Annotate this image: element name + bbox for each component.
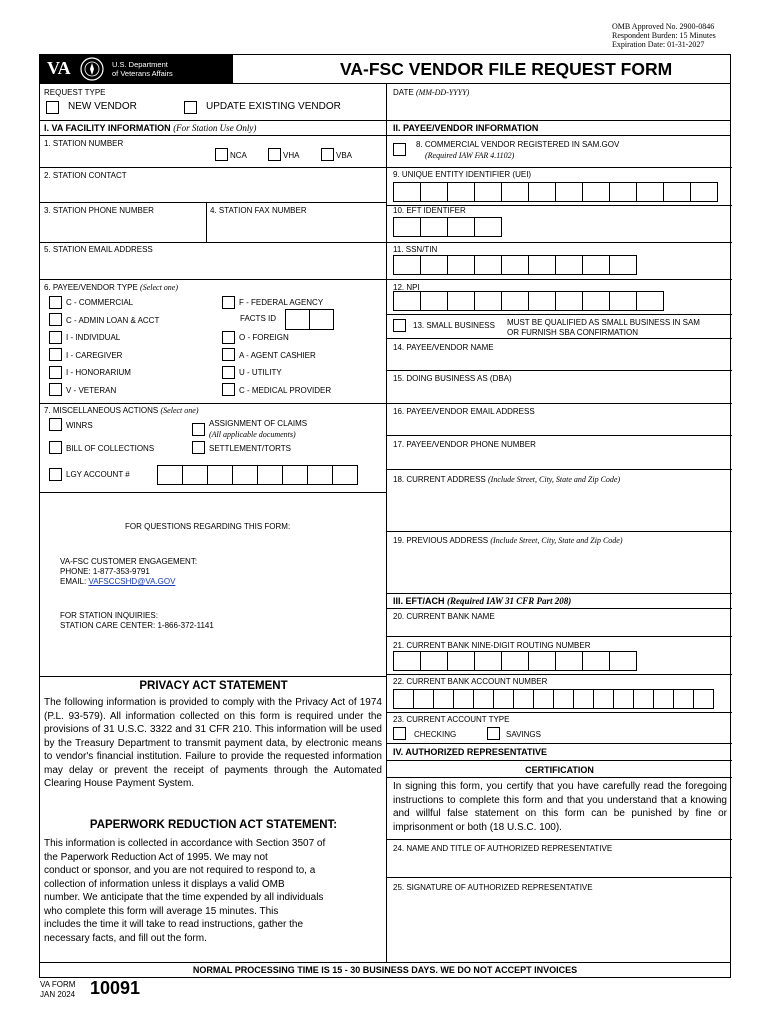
digit-cell[interactable] (393, 291, 421, 311)
date-format: (MM-DD-YYYY) (415, 88, 470, 97)
type-utility-checkbox[interactable] (222, 366, 235, 379)
sam-registered-label: 8. COMMERCIAL VENDOR REGISTERED IN SAM.GOV (416, 140, 620, 149)
type-medical-checkbox[interactable] (222, 383, 235, 396)
digit-cell[interactable] (582, 182, 610, 202)
rep-signature-field[interactable]: 25. SIGNATURE OF AUTHORIZED REPRESENTATIVE (393, 883, 593, 892)
facts-id-label: FACTS ID (240, 314, 277, 323)
rule (387, 839, 732, 840)
vendor-name-field[interactable]: 14. PAYEE/VENDOR NAME (393, 343, 494, 352)
digit-cell[interactable] (393, 182, 421, 202)
digit-cell[interactable] (393, 651, 421, 671)
digit-cell[interactable] (393, 689, 414, 709)
form-title: VA-FSC VENDOR FILE REQUEST FORM (340, 59, 673, 79)
npi-input[interactable] (393, 291, 663, 311)
type-admin-loan-checkbox[interactable] (49, 313, 62, 326)
customer-engagement-label: VA-FSC CUSTOMER ENGAGEMENT: (60, 557, 198, 566)
questions-heading: FOR QUESTIONS REGARDING THIS FORM: (125, 522, 291, 531)
rule (387, 877, 732, 878)
privacy-title: PRIVACY ACT STATEMENT (139, 680, 288, 692)
new-vendor-label: NEW VENDOR (68, 101, 137, 112)
update-vendor-label: UPDATE EXISTING VENDOR (206, 101, 341, 112)
digit-cell[interactable] (285, 309, 310, 330)
nca-checkbox[interactable] (215, 148, 228, 161)
type-veteran-checkbox[interactable] (49, 383, 62, 396)
rule (387, 279, 732, 280)
digit-cell[interactable] (420, 217, 448, 237)
digit-cell[interactable] (307, 465, 333, 485)
digit-cell[interactable] (555, 255, 583, 275)
type-foreign-checkbox[interactable] (222, 331, 235, 344)
type-federal-checkbox[interactable] (222, 296, 235, 309)
section4-title: IV. AUTHORIZED REPRESENTATIVE (393, 747, 548, 757)
type-label: C - ADMIN LOAN & ACCT (66, 316, 160, 325)
rule (387, 608, 732, 609)
rule (40, 83, 730, 84)
rule (387, 167, 732, 168)
rep-name-field[interactable]: 24. NAME AND TITLE OF AUTHORIZED REPRESENTATIVE (393, 844, 613, 853)
vendor-type-label: 6. PAYEE/VENDOR TYPE (Select one) (44, 283, 179, 292)
digit-cell[interactable] (653, 689, 674, 709)
digit-cell[interactable] (528, 255, 556, 275)
station-fax-field[interactable]: 4. STATION FAX NUMBER (210, 206, 307, 215)
small-business-note-2: OR FURNISH SBA CONFIRMATION (507, 328, 638, 337)
small-business-checkbox[interactable] (393, 319, 406, 332)
vendor-email-field[interactable]: 16. PAYEE/VENDOR EMAIL ADDRESS (393, 407, 535, 416)
digit-cell[interactable] (420, 291, 448, 311)
ssn-tin-input[interactable] (393, 255, 636, 275)
rule (387, 760, 732, 761)
type-label: C - COMMERCIAL (66, 298, 134, 307)
rule (40, 167, 387, 168)
digit-cell[interactable] (501, 651, 529, 671)
digit-cell[interactable] (232, 465, 258, 485)
digit-cell[interactable] (673, 689, 694, 709)
account-number-input[interactable] (393, 689, 713, 709)
rule (387, 435, 732, 436)
rule (387, 743, 732, 744)
digit-cell[interactable] (555, 291, 583, 311)
digit-cell[interactable] (636, 182, 664, 202)
type-label: I - CAREGIVER (66, 351, 123, 360)
form-date: JAN 2024 (40, 990, 76, 999)
digit-cell[interactable] (474, 291, 502, 311)
digit-cell[interactable] (528, 182, 556, 202)
digit-cell[interactable] (447, 291, 475, 311)
request-type-label: REQUEST TYPE (44, 88, 106, 97)
digit-cell[interactable] (501, 182, 529, 202)
digit-cell[interactable] (690, 182, 718, 202)
digit-cell[interactable] (533, 689, 554, 709)
date-field[interactable] (393, 88, 469, 98)
type-label: I - HONORARIUM (66, 368, 131, 377)
rule (40, 962, 730, 963)
assignment-label: ASSIGNMENT OF CLAIMS (209, 419, 308, 428)
rule (387, 531, 732, 532)
customer-email-link[interactable]: VAFSCCSHD@VA.GOV (88, 577, 176, 586)
digit-cell[interactable] (528, 651, 556, 671)
facts-id-input[interactable] (285, 309, 333, 330)
misc-actions-label: 7. MISCELLANEOUS ACTIONS (Select one) (44, 406, 199, 415)
dba-field[interactable]: 15. DOING BUSINESS AS (DBA) (393, 374, 512, 383)
digit-cell[interactable] (474, 651, 502, 671)
eft-identifier-input[interactable] (393, 217, 501, 237)
rule (40, 202, 387, 203)
vendor-form (39, 54, 731, 978)
digit-cell[interactable] (501, 291, 529, 311)
digit-cell[interactable] (447, 255, 475, 275)
station-care-center: STATION CARE CENTER: 1-866-372-1141 (60, 621, 214, 630)
current-address-field[interactable]: 18. CURRENT ADDRESS (Include Street, City, State and Zip Code) (393, 475, 621, 484)
settlement-checkbox[interactable] (192, 441, 205, 454)
rule (40, 242, 387, 243)
type-honorarium-checkbox[interactable] (49, 366, 62, 379)
rule (206, 202, 207, 242)
vha-label: VHA (283, 151, 300, 160)
bill-checkbox[interactable] (49, 441, 62, 454)
type-label: I - INDIVIDUAL (66, 333, 121, 342)
digit-cell[interactable] (474, 217, 502, 237)
digit-cell[interactable] (447, 217, 475, 237)
digit-cell[interactable] (393, 255, 421, 275)
previous-address-field[interactable]: 19. PREVIOUS ADDRESS (Include Street, City, State and Zip Code) (393, 536, 623, 545)
rule (40, 492, 387, 493)
station-phone-field[interactable]: 3. STATION PHONE NUMBER (44, 206, 154, 215)
rule (387, 314, 732, 315)
rule (387, 242, 732, 243)
respondent-burden: Respondent Burden: 15 Minutes (612, 31, 716, 40)
bank-name-field[interactable]: 20. CURRENT BANK NAME (393, 612, 495, 621)
digit-cell[interactable] (393, 217, 421, 237)
digit-cell[interactable] (582, 291, 610, 311)
rule (387, 636, 732, 637)
sam-registered-checkbox[interactable] (393, 143, 406, 156)
settlement-label: SETTLEMENT/TORTS (209, 444, 291, 453)
rule (387, 338, 732, 339)
expiration-date: Expiration Date: 01-31-2027 (612, 40, 705, 49)
uei-input[interactable] (393, 182, 717, 202)
rule (387, 370, 732, 371)
processing-notice: NORMAL PROCESSING TIME IS 15 - 30 BUSINESS DAYS. WE DO NOT ACCEPT INVOICES (192, 965, 578, 975)
assignment-note: (All applicable documents) (209, 430, 296, 439)
digit-cell[interactable] (474, 255, 502, 275)
form-number: 10091 (90, 978, 141, 998)
digit-cell[interactable] (553, 689, 574, 709)
bill-label: BILL OF COLLECTIONS (66, 444, 155, 453)
vha-checkbox[interactable] (268, 148, 281, 161)
digit-cell[interactable] (636, 291, 664, 311)
new-vendor-checkbox[interactable] (46, 101, 59, 114)
digit-cell[interactable] (609, 291, 637, 311)
update-vendor-checkbox[interactable] (184, 101, 197, 114)
paperwork-text: This information is collected in accordance with Section 3507 of the Paperwork Reduction Act of 1995. We may not conduct or sponsor, and you are not required to respond to, a collection of information unless it displays a valid OMB number. We anticipate that the time expended by all individuals who complete this form will average 15 minutes. This includes the time it will take to read instructions, gather the necessary facts, and fill out the form. (44, 838, 326, 944)
digit-cell[interactable] (447, 182, 475, 202)
date-label: DATE (393, 88, 414, 97)
digit-cell[interactable] (309, 309, 334, 330)
digit-cell[interactable] (433, 689, 454, 709)
digit-cell[interactable] (473, 689, 494, 709)
winrs-label: WINRS (66, 421, 93, 430)
privacy-text: The following information is provided to comply with the Privacy Act of 1974 (P.L. 93-579). All information collected on this form is required under the provisions of 31 U.S.C. 3322 and 31 CFR 210. This information will be used by the Treasury Department to transmit payment data, by electronic means to vendor's financial institution. Failure to provide the requested information may delay or prevent the receipt of payments through the Automated Clearing House Payment System. (44, 697, 382, 789)
assignment-checkbox[interactable] (192, 423, 205, 436)
winrs-checkbox[interactable] (49, 418, 62, 431)
npi-label: 12. NPI (393, 283, 420, 292)
type-label: O - FOREIGN (239, 333, 289, 342)
digit-cell[interactable] (528, 291, 556, 311)
routing-number-input[interactable] (393, 651, 636, 671)
va-form-label: VA FORM (40, 980, 76, 989)
digit-cell[interactable] (420, 255, 448, 275)
routing-number-label: 21. CURRENT BANK NINE-DIGIT ROUTING NUMBER (393, 641, 591, 650)
ssn-tin-label: 11. SSN/TIN (393, 245, 438, 254)
digit-cell[interactable] (582, 651, 610, 671)
rule (40, 676, 387, 677)
type-label: C - MEDICAL PROVIDER (239, 386, 332, 395)
digit-cell[interactable] (420, 651, 448, 671)
station-contact-field[interactable]: 2. STATION CONTACT (44, 171, 127, 180)
type-label: F - FEDERAL AGENCY (239, 298, 324, 307)
digit-cell[interactable] (453, 689, 474, 709)
digit-cell[interactable] (609, 255, 637, 275)
vendor-phone-field[interactable]: 17. PAYEE/VENDOR PHONE NUMBER (393, 440, 536, 449)
type-caregiver-checkbox[interactable] (49, 348, 62, 361)
rule (387, 469, 732, 470)
account-type-label: 23. CURRENT ACCOUNT TYPE (393, 715, 510, 724)
va-dept-name: U.S. Department of Veterans Affairs (112, 60, 173, 78)
savings-checkbox[interactable] (487, 727, 500, 740)
sam-registered-note: (Required IAW FAR 4.1102) (425, 151, 515, 160)
column-divider (386, 83, 387, 963)
digit-cell[interactable] (555, 182, 583, 202)
rule (40, 403, 387, 404)
station-inquiries-label: FOR STATION INQUIRIES: (60, 611, 158, 620)
digit-cell[interactable] (157, 465, 183, 485)
type-individual-checkbox[interactable] (49, 331, 62, 344)
digit-cell[interactable] (609, 182, 637, 202)
type-label: U - UTILITY (239, 368, 282, 377)
rule (40, 120, 730, 121)
digit-cell[interactable] (493, 689, 514, 709)
digit-cell[interactable] (420, 182, 448, 202)
digit-cell[interactable] (282, 465, 308, 485)
digit-cell[interactable] (447, 651, 475, 671)
digit-cell[interactable] (633, 689, 654, 709)
digit-cell[interactable] (332, 465, 358, 485)
rule (387, 674, 732, 675)
va-logo-text: VA (47, 58, 71, 78)
station-number-label: 1. STATION NUMBER (44, 139, 124, 148)
section3-title: III. EFT/ACH (Required IAW 31 CFR Part 208) (393, 596, 572, 606)
digit-cell[interactable] (663, 182, 691, 202)
checking-checkbox[interactable] (393, 727, 406, 740)
digit-cell[interactable] (413, 689, 434, 709)
va-seal-icon (80, 57, 104, 81)
type-label: A - AGENT CASHIER (239, 351, 316, 360)
savings-label: SAVINGS (506, 730, 541, 739)
small-business-label: 13. SMALL BUSINESS (413, 321, 495, 330)
section1-title: I. VA FACILITY INFORMATION (For Station Use Only) (44, 123, 257, 133)
vba-checkbox[interactable] (321, 148, 334, 161)
digit-cell[interactable] (693, 689, 714, 709)
digit-cell[interactable] (513, 689, 534, 709)
type-agent-cashier-checkbox[interactable] (222, 348, 235, 361)
omb-block (612, 22, 716, 49)
eft-identifier-label: 10. EFT IDENTIFER (393, 206, 466, 215)
rule (387, 712, 732, 713)
certification-title: CERTIFICATION (525, 765, 594, 775)
digit-cell[interactable] (182, 465, 208, 485)
digit-cell[interactable] (257, 465, 283, 485)
lgy-account-input[interactable] (157, 465, 357, 485)
digit-cell[interactable] (613, 689, 634, 709)
rule (387, 593, 732, 594)
digit-cell[interactable] (609, 651, 637, 671)
small-business-note-1: MUST BE QUALIFIED AS SMALL BUSINESS IN SAM (507, 318, 700, 327)
va-logo (40, 55, 233, 83)
digit-cell[interactable] (582, 255, 610, 275)
lgy-checkbox[interactable] (49, 468, 62, 481)
type-commercial-checkbox[interactable] (49, 296, 62, 309)
rule (40, 135, 730, 136)
checking-label: CHECKING (414, 730, 457, 739)
account-number-label: 22. CURRENT BANK ACCOUNT NUMBER (393, 677, 548, 686)
paperwork-title: PAPERWORK REDUCTION ACT STATEMENT: (89, 819, 338, 831)
certification-text: In signing this form, you certify that you have carefully read the foregoing instructions to complete this form and that you understand that a knowing and willful false statement on this form can be punished by fine or imprisonment or both (18 U.S.C. 100). (393, 781, 727, 833)
type-label: V - VETERAN (66, 386, 117, 395)
digit-cell[interactable] (573, 689, 594, 709)
lgy-label: LGY ACCOUNT # (66, 470, 130, 479)
vba-label: VBA (336, 151, 353, 160)
digit-cell[interactable] (593, 689, 614, 709)
rule (387, 777, 732, 778)
station-email-field[interactable]: 5. STATION EMAIL ADDRESS (44, 245, 153, 254)
digit-cell[interactable] (501, 255, 529, 275)
customer-email-row: EMAIL: VAFSCCSHD@VA.GOV (60, 577, 176, 586)
digit-cell[interactable] (555, 651, 583, 671)
section2-title: II. PAYEE/VENDOR INFORMATION (393, 123, 539, 133)
nca-label: NCA (230, 151, 247, 160)
rule (40, 279, 387, 280)
customer-phone: PHONE: 1-877-353-9791 (60, 567, 150, 576)
uei-label: 9. UNIQUE ENTITY IDENTIFIER (UEI) (393, 170, 532, 179)
digit-cell[interactable] (207, 465, 233, 485)
digit-cell[interactable] (474, 182, 502, 202)
omb-approved: OMB Approved No. 2900-0846 (612, 22, 715, 31)
rule (387, 403, 732, 404)
